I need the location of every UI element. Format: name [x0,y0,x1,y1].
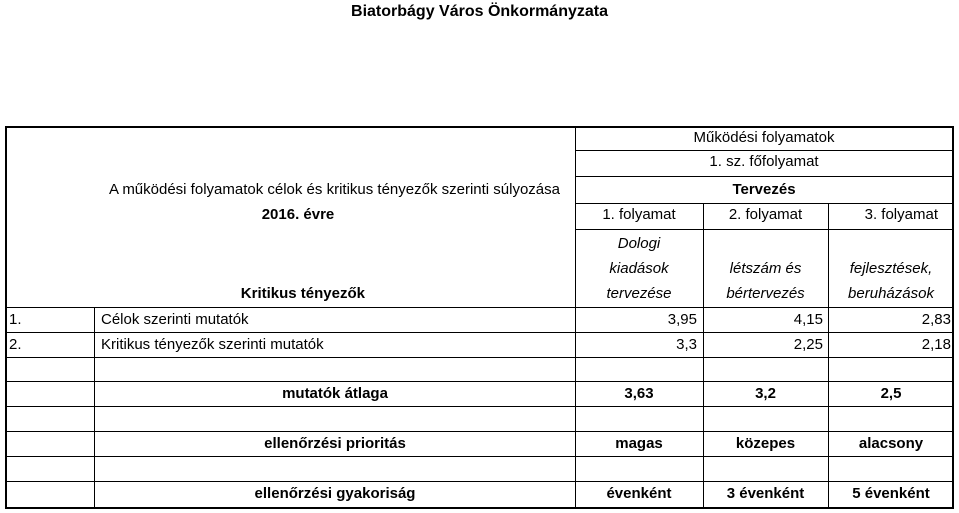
summary-priority-value-3: alacsony [858,435,924,452]
grid-line [5,406,954,407]
row-1-number: 1. [9,311,22,328]
grid-line [94,307,95,509]
summary-frequency-value-2: 3 évenként [726,485,805,502]
grid-line [575,126,576,509]
grid-line [5,431,954,432]
process-2-name: bértervezés [726,285,805,302]
row-1-label: Célok szerinti mutatók [101,311,249,328]
grid-line [5,456,954,457]
planning-header: Tervezés [732,181,796,198]
row-2-value-2: 2,25 [793,336,823,353]
summary-average-label: mutatók átlaga [282,385,388,402]
process-1-header: 1. folyamat [602,206,676,223]
summary-frequency-value-3: 5 évenként [852,485,930,502]
critical-factors-header: Kritikus tényezők [240,285,365,302]
sub-process-header: 1. sz. főfolyamat [709,153,819,170]
process-1-name: tervezése [606,285,672,302]
grid-line [5,481,954,482]
summary-average-value-1: 3,63 [624,385,654,402]
grid-line [575,229,954,230]
row-1-value-2: 4,15 [793,311,823,328]
row-2-number: 2. [9,336,22,353]
process-3-header: 3. folyamat [864,206,938,223]
summary-average-value-3: 2,5 [880,385,902,402]
grid-line [828,203,829,509]
grid-line [5,307,954,308]
summary-frequency-value-1: évenként [606,485,672,502]
summary-average-value-2: 3,2 [755,385,776,402]
row-2-value-1: 3,3 [676,336,697,353]
row-2-value-3: 2,18 [921,336,951,353]
grid-line [575,150,954,151]
summary-frequency-label: ellenőrzési gyakoriság [254,485,416,502]
summary-priority-value-2: közepes [735,435,796,452]
process-1-name: kiadások [609,260,669,277]
summary-priority-value-1: magas [615,435,663,452]
table-left-title: A működési folyamatok célok és kritikus tényezők szerinti súlyozása [108,181,560,198]
process-2-header: 2. folyamat [728,206,803,223]
grid-line [5,357,954,358]
row-1-value-1: 3,95 [667,311,697,328]
page-title: Biatorbágy Város Önkormányzata [351,3,608,20]
process-3-name: beruházások [848,285,934,302]
grid-line [575,176,954,177]
row-1-value-3: 2,83 [921,311,951,328]
grid-line [703,203,704,509]
process-2-name: létszám és [729,260,802,277]
process-3-name: fejlesztések, [849,260,933,277]
grid-line [575,203,954,204]
process-1-name: Dologi [617,235,661,252]
row-2-label: Kritikus tényezők szerinti mutatók [101,336,324,353]
year-header: 2016. évre [261,206,335,223]
main-process-header: Működési folyamatok [693,129,835,146]
grid-line [5,381,954,382]
grid-line [5,332,954,333]
summary-priority-label: ellenőrzési prioritás [264,435,406,452]
